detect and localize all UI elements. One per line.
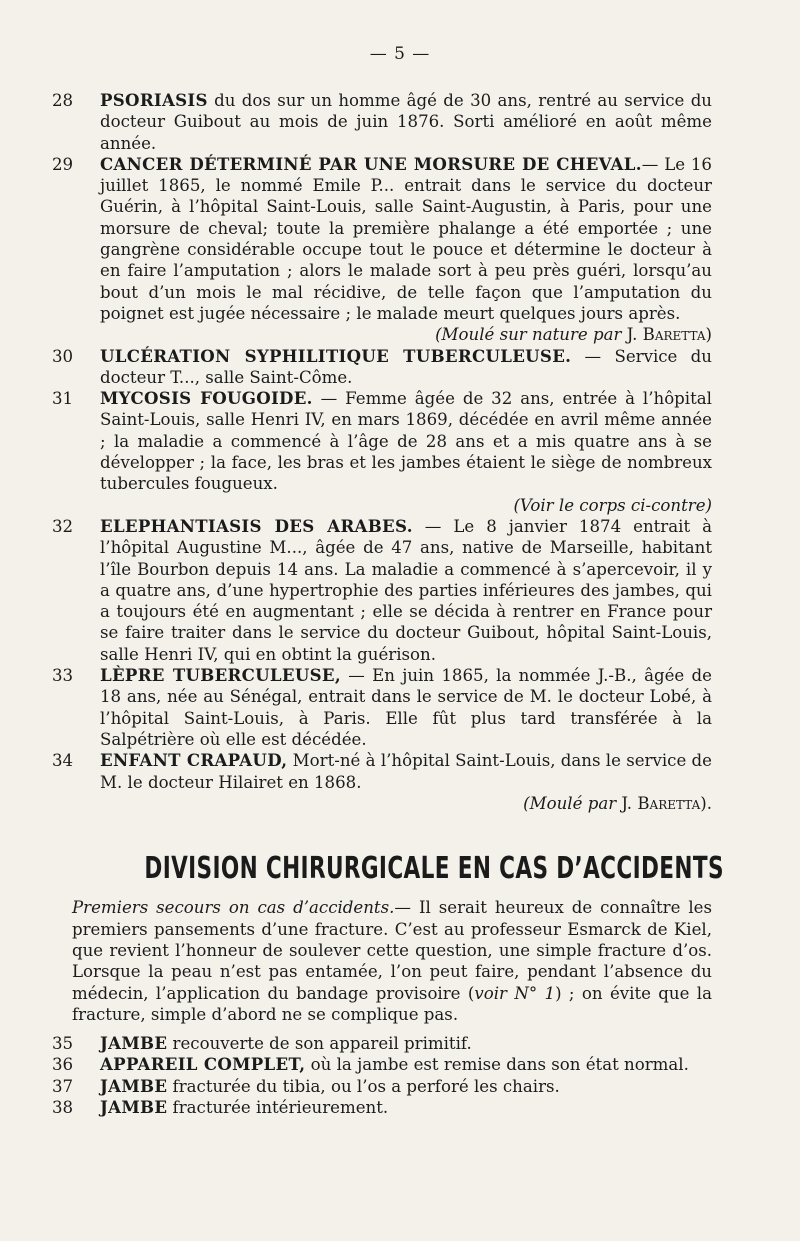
entry-number: 37: [52, 1076, 74, 1096]
intro-reference: voir N° 1: [474, 983, 556, 1003]
entry-title: ULCÉRATION SYPHILITIQUE TUBERCULEUSE.: [100, 345, 572, 366]
entry-text: — En juin 1865, la nommée J.-B., âgée de 18 ans, née au Sénégal, entrait dans le service de M. le docteur Lobé, à l’hôpital Saint-Louis, à Paris. Elle fût plus tard transférée à la Salpétrière où elle est décédée.: [100, 666, 712, 749]
entry-number: 30: [52, 346, 74, 366]
entry-title: LÈPRE TUBERCULEUSE,: [100, 665, 341, 686]
attribution-name: Baretta): [642, 325, 712, 345]
entry-number: 35: [52, 1034, 74, 1054]
entry-number: 29: [52, 154, 74, 174]
entry-number: 33: [52, 666, 74, 686]
entry-title: JAMBE: [100, 1075, 168, 1096]
entry-title: MYCOSIS FOUGOIDE.: [100, 388, 313, 409]
entry-number: 32: [52, 516, 74, 536]
entry-attribution: [100, 324, 712, 345]
entry-28: [52, 90, 712, 154]
entry-29: [52, 154, 712, 346]
attribution-initial: J.: [616, 793, 638, 813]
entry-title: APPAREIL COMPLET,: [100, 1054, 306, 1075]
attribution-text: (Moulé sur nature par: [435, 325, 622, 345]
entry-title: CANCER DÉTERMINÉ PAR UNE MORSURE DE CHEVAL.: [100, 153, 642, 174]
entry-36: [52, 1054, 712, 1075]
entry-title: PSORIASIS: [100, 90, 208, 110]
entry-text: — Le 8 janvier 1874 entrait à l’hôpital Augustine M..., âgée de 47 ans, native de Marseille, habitant l’île Bourbon depuis 14 ans. La maladie a commencé à s’apercevoir, il y a quatre ans, d’une hypertrophie des parties inférieures des jambes, qui a toujours été en augmentant ; elle se décida à rentrer en France pour se faire traiter dans le service du docteur Guibout, hôpital Saint-Louis, salle Henri IV, qui en obtint la guérison.: [100, 516, 712, 664]
entry-text: recouverte de son appareil primitif.: [167, 1034, 472, 1054]
intro-text-end: ) ; on évite que la fracture, simple d’abord ne se complique pas.: [72, 983, 713, 1024]
intro-paragraph: [52, 897, 712, 1025]
entry-attribution: (Voir le corps ci-contre): [513, 495, 712, 515]
entry-title: ELEPHANTIASIS DES ARABES.: [100, 515, 413, 536]
entry-text: — Femme âgée de 32 ans, entrée à l’hôpital Saint-Louis, salle Henri IV, en mars 1869, décédée en avril même année ; la maladie a commencé à l’âge de 28 ans et a mis quatre ans à se développer ; la face, les bras et les jambes étaient le siège de nombreux tubercules fougueux.: [100, 389, 712, 494]
entry-number: 28: [52, 91, 74, 110]
entry-32: [52, 516, 712, 665]
entry-text: fracturée du tibia, ou l’os a perforé les chairs.: [167, 1076, 560, 1096]
attribution-initial: J.: [621, 325, 643, 345]
section-heading: DIVISION CHIRURGICALE EN CAS D’ACCIDENTS: [144, 851, 724, 887]
entry-number: 36: [52, 1055, 74, 1075]
intro-text: — Il serait heureux de connaître les premiers pansements d’une fracture. C’est au professeur Esmarck de Kiel, que revient l’honneur de soulever cette question, une simple fracture d’os. Lorsque la peau n’est pas entamée, l’on peut faire, pendant l’absence du médecin, l’application du bandage provisoire (: [72, 898, 712, 1003]
entry-text: fracturée intérieurement.: [167, 1098, 389, 1118]
entry-attribution: [100, 793, 712, 814]
entry-title: ENFANT CRAPAUD,: [100, 750, 288, 771]
entry-31: [52, 388, 712, 516]
attribution-text: (Moulé par: [523, 793, 617, 813]
page-number: — 5 —: [369, 44, 431, 64]
entry-text: du dos sur un homme âgé de 30 ans, rentré au service du docteur Guibout au mois de juin 1876. Sorti amélioré en août même année.: [100, 91, 712, 153]
entry-30: [52, 346, 712, 389]
entry-number: 38: [52, 1098, 74, 1118]
entry-text: — Service du docteur T..., salle Saint-Côme.: [100, 346, 712, 387]
entry-33: [52, 665, 712, 750]
entry-35: [52, 1033, 712, 1054]
entry-number: 34: [52, 751, 74, 771]
entry-text: — Le 16 juillet 1865, le nommé Emile P... entrait dans le service du docteur Guérin, à l’hôpital Saint-Louis, salle Saint-Augustin, à Paris, pour une morsure de cheval; toute la première phalange a été emportée ; une gangrène considérable occupe tout le pouce et détermine le docteur à en faire l’amputation ; alors le malade sort à peu près guéri, lorsqu’au bout d’un mois le mal récidive, de telle façon que l’amputation du poignet est jugée nécessaire ; le malade meurt quelques jours après.: [100, 154, 712, 323]
entry-title: JAMBE: [100, 1097, 168, 1118]
entry-title: JAMBE: [100, 1033, 168, 1054]
entry-38: [52, 1097, 712, 1118]
attribution-name: Baretta).: [637, 793, 712, 813]
page-content: [52, 90, 724, 1118]
entry-text: où la jambe est remise dans son état normal.: [305, 1055, 689, 1075]
entry-37: [52, 1076, 712, 1097]
intro-lead: Premiers secours on cas d’accidents.: [72, 898, 395, 918]
entry-text: Mort-né à l’hôpital Saint-Louis, dans le service de M. le docteur Hilairet en 1868.: [100, 751, 712, 792]
entry-34: [52, 750, 712, 814]
entry-number: 31: [52, 389, 74, 409]
